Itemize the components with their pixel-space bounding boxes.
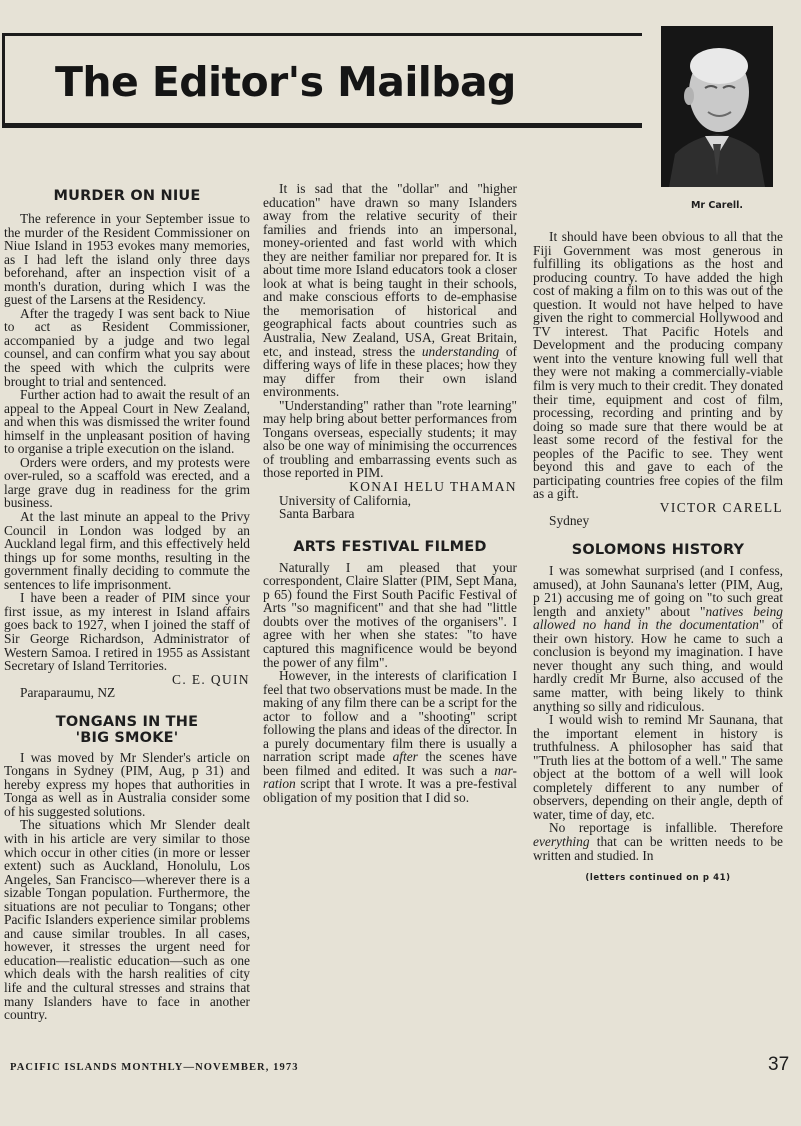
letter-paragraph: At the last minute an appeal to the Privy Council in London was lodged by an Auckland legal firm, and this effectively held things up for some months, resulting in the government finally deciding to commute the sentences to life imprisonment. (4, 509, 250, 592)
portrait-photo (661, 26, 773, 187)
photo-caption: Mr Carell. (690, 200, 744, 211)
letter-paragraph: After the tragedy I was sent back to Niue to act as Resident Commissioner, accompanied by a judge and two legal counsel, and can confirm what you say about the speed with which the culprits were brought to trial and sentenced. (4, 305, 250, 389)
letter-paragraph: I have been a reader of PIM since your first issue, as my interest in Island affairs goes back to 1927, when I joined the staff of Sir George Richardson, Administrator of Western Samoa. I retired in 1955 as Assistant Secretary of Island Territories. (4, 590, 250, 674)
letter-paragraph: I would wish to remind Mr Saunana, that the important element in history is truthfulness. A philosopher has said that "Truth lies at the bottom of a well." The same object at the bottom of a well will look completely different to any number of observers, depending on their angle, depth of water, time of day, etc. (533, 712, 783, 822)
publication-footer: PACIFIC ISLANDS MONTHLY—NOVEMBER, 1973 (10, 1062, 299, 1073)
letter-location: University of California, (279, 492, 412, 508)
letter-location: Sydney (549, 513, 590, 529)
column-1 (4, 188, 250, 1022)
letter-heading-arts: ARTS FESTIVAL FILMED (293, 538, 487, 555)
letter-heading-tongans (4, 714, 250, 746)
letter-heading-murder: MURDER ON NIUE (53, 188, 201, 204)
letter-heading-solomons: SOLOMONS HISTORY (571, 542, 745, 559)
page-title: The Editor's Mailbag (55, 58, 516, 106)
letter-paragraph: The situations which Mr Slender dealt with in his article are very similar to those which occur in other cities (in more or lesser extent) such as Auckland, Honolulu, Los Angeles, San Francisco—wherever there is a sizable Tongan population. Furthermore, the situations are not peculiar to Tongans; other Pacific Islanders experience similar problems and cause similar troubles. In all cases, however, it stresses the urgent need for education—realistic education—such as one which deals with the harsh realities of city life and the cultural stresses and strains that many Islanders have to face in another country. (4, 817, 250, 1023)
letter-signature: C. E. QUIN (172, 671, 250, 687)
letter-paragraph: Naturally I am pleased that your correspondent, Claire Slatter (PIM, Sept Mana, p 65) found the First South Pacific Festival of Arts "so magnificent" and that she had "little doubts over the motives of the organisers". I agree with her when she states: "to have captured this magnificence would be beyond the power of any film". (263, 559, 517, 670)
letter-location: Santa Barbara (279, 506, 355, 522)
column-2 (263, 182, 517, 805)
heading-line: TONGANS IN THE (55, 713, 199, 730)
portrait-illustration (661, 26, 773, 187)
letter-paragraph: The reference in your September issue to the murder of the Resident Commissioner on Niue Island in 1953 evokes many memories, as I had left the island only three days beforehand, after an inspection visit of a month's duration, during which I was the guest of the Larsens at the Residency. (4, 211, 250, 308)
page-number: 37 (768, 1054, 790, 1075)
letter-signature: KONAI HELU THAMAN (349, 479, 517, 495)
letter-paragraph: "Understanding" rather than "rote learning" may help bring about better performances from Tongans overseas, especially students; it may also be one way of minimising the occurrences of troubling and embarrassing events such as those reported in PIM. (263, 397, 517, 481)
letter-paragraph: It is sad that the "dollar" and "higher education" have drawn so many Islanders away from the relative security of their families and friends into an impersonal, money-oriented and fast world with which they are neither familiar nor prepared for. It is about time more Island educators took a closer look at what is being taught in their schools, and make conscious efforts to de-emphasise the memorisation of historical and geographical facts about countries such as Australia, New Zealand, USA, Great Britain, etc, and instead, stress the understanding of differing ways of life in these places; how they may differ from their own island environments. (263, 181, 517, 400)
letter-paragraph: No reportage is infallible. Therefore everything that can be written needs to be written and studied. In (533, 820, 783, 863)
letter-paragraph: I was somewhat surprised (and I confess, amused), at John Saunana's letter (PIM, Aug, p 21) accusing me of going on "to such great length and anxiety" about "natives being allowed no hand in the documentation" of their own history. How he came to such a conclusion is beyond my imagination. I have never thought any such thing, and would hardly credit Mr Burne, also accused of the same matter, with being likely to think anything so silly and ridiculous. (533, 563, 784, 714)
letter-paragraph: I was moved by Mr Slender's article on Tongans in Sydney (PIM, Aug, p 31) and hereby express my hopes that authorities in Tonga as well as in Australia consider some of his suggested solutions. (4, 749, 250, 819)
column-3 (533, 230, 783, 886)
letter-paragraph: It should have been obvious to all that the Fiji Government was most generous in fulfilling its obligations as the host and producing country. To have added the high cost of making a film on to this was out of the question. It would not have helped to have given the right to commercial Hollywood and TV interest. That Pacific Hotels and Development and the producing company went into the venture knowing full well that they were not making a commercially-viable film is very much to their credit. They donated their time, equipment and cost of film, processing, recording and printing and by doing so made sure that there would be at least some record of the festival for the peoples of the Pacific to see. They went beyond this and gave to each of the participating countries free copies of the film as a gift. (533, 229, 784, 502)
letter-paragraph: Orders were orders, and my protests were over-ruled, so a scaffold was erected, and a large grave dug in readiness for the grim business. (4, 454, 250, 511)
heading-line: 'BIG SMOKE' (75, 729, 179, 746)
letter-paragraph: Further action had to await the result of an appeal to the Appeal Court in New Zealand, and when this was dismissed the writer found himself in the unpleasant position of having to organise a triple execution on the island. (4, 387, 250, 457)
continued-note: (letters continued on p 41) (585, 873, 731, 884)
letter-paragraph: However, in the interests of clarification I feel that two observations must be made. In the making of any film there can be a script for the actor to follow and a "shooting" script following the plans and ideas of the director. In a purely documentary film there is usually a narration script made after the scenes have been filmed and edited. It was such a nar-ration script that I wrote. It was a pre-festival obligation of my position that I did so. (263, 668, 517, 805)
letter-signature: VICTOR CARELL (659, 499, 783, 515)
letter-location: Paraparaumu, NZ (20, 685, 116, 701)
masthead (2, 33, 642, 126)
